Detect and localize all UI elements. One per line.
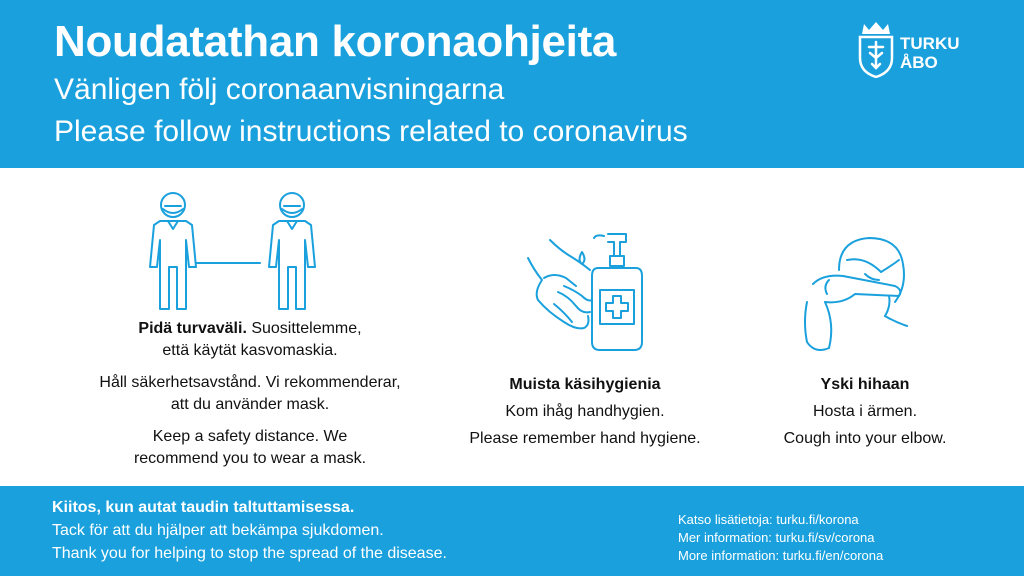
page-title: Noudatathan koronaohjeita bbox=[54, 17, 617, 66]
cough-elbow-icon bbox=[795, 230, 930, 355]
footer-banner bbox=[0, 486, 1024, 576]
footer-thanks-finnish: Kiitos, kun autat taudin taltuttamisessa. bbox=[52, 499, 355, 516]
logo-wordmark bbox=[900, 34, 960, 72]
hygiene-english: Please remember hand hygiene. bbox=[469, 430, 701, 447]
footer-thanks bbox=[52, 496, 447, 565]
more-info-link-swedish[interactable]: Mer information: turku.fi/sv/corona bbox=[678, 530, 875, 545]
distance-swedish: Håll säkerhetsavstånd. Vi rekommenderar, att du använder mask. bbox=[99, 374, 401, 413]
subtitle-english: Please follow instructions related to coronavirus bbox=[54, 115, 688, 148]
cough-swedish: Hosta i ärmen. bbox=[812, 403, 918, 420]
hand-hygiene-text bbox=[430, 374, 740, 450]
cough-heading: Yski hihaan bbox=[820, 376, 910, 393]
more-info-link-english[interactable]: More information: turku.fi/en/corona bbox=[678, 548, 884, 563]
hygiene-swedish: Kom ihåg handhygien. bbox=[505, 403, 665, 420]
footer-more-info bbox=[678, 511, 883, 565]
footer-thanks-english: Thank you for helping to stop the spread of the disease. bbox=[52, 545, 447, 562]
hand-sanitizer-icon bbox=[524, 230, 664, 355]
distance-finnish bbox=[40, 318, 460, 340]
cough-english: Cough into your elbow. bbox=[783, 430, 947, 447]
header-banner bbox=[0, 0, 1024, 168]
distance-english: Keep a safety distance. We recommend you to wear a mask. bbox=[133, 428, 367, 467]
turku-logo bbox=[856, 20, 976, 80]
cough-text bbox=[740, 374, 990, 450]
distance-heading: Pidä turvaväli. bbox=[138, 320, 247, 337]
logo-line-abo: ÅBO bbox=[900, 53, 938, 72]
distance-finnish-rest: Suosittelemme, bbox=[246, 320, 362, 337]
footer-thanks-swedish: Tack för att du hjälper att bekämpa sjukdomen. bbox=[52, 522, 384, 539]
distance-finnish-line2: että käytät kasvomaskia. bbox=[162, 342, 338, 359]
two-people-mask-icon bbox=[140, 185, 330, 315]
subtitle-swedish: Vänligen följ coronaanvisningarna bbox=[54, 73, 505, 106]
hygiene-heading: Muista käsihygienia bbox=[509, 376, 661, 393]
turku-crest-icon bbox=[856, 20, 896, 78]
more-info-link-finnish[interactable]: Katso lisätietoja: turku.fi/korona bbox=[678, 512, 859, 527]
logo-line-turku: TURKU bbox=[900, 34, 960, 53]
safety-distance-text bbox=[40, 318, 460, 470]
